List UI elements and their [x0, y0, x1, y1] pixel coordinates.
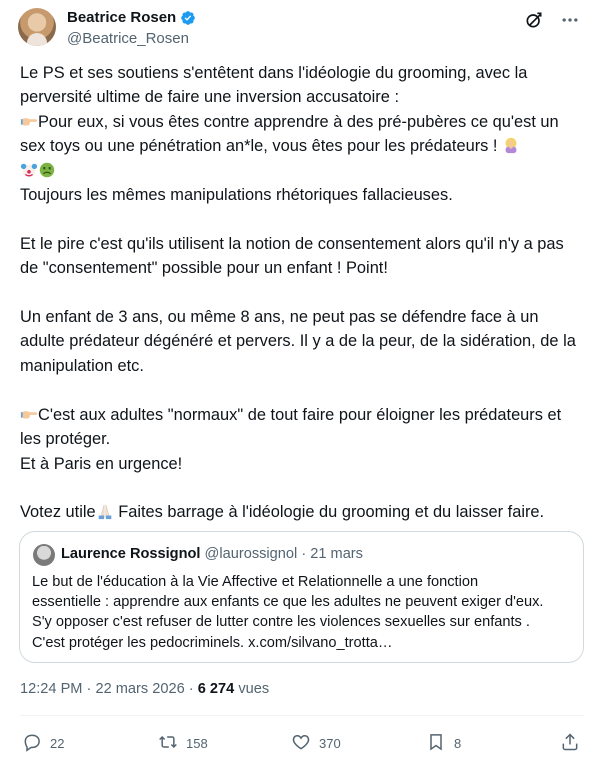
- author-handle[interactable]: @Beatrice_Rosen: [67, 30, 189, 47]
- bookmark-icon: [426, 732, 446, 755]
- folded-hands-emoji: [96, 502, 114, 520]
- views-label: vues: [238, 681, 270, 697]
- woman-facepalming-emoji: [502, 136, 520, 154]
- repost-button[interactable]: [158, 732, 208, 755]
- quoted-line: Le but de l'éducation à la Vie Affective et Relationnelle a une fonction: [32, 574, 479, 590]
- quoted-header: [61, 546, 363, 562]
- post-paragraph-text: Faites barrage à l'idéologie du grooming et du laisser faire.: [118, 503, 545, 522]
- reply-icon: [22, 732, 42, 755]
- nauseated-face-emoji: [38, 161, 56, 179]
- post-paragraph: Un enfant de 3 ans, ou même 8 ans, ne peut pas se défendre face à un adulte prédateur dégénéré et pervers. Il y a de la peur, de la sidération, de la manipulation etc.: [20, 308, 581, 375]
- post-paragraph: [20, 110, 585, 183]
- post-paragraph-text: C'est aux adultes "normaux" de tout faire pour éloigner les prédateurs et les protéger.: [20, 405, 566, 449]
- post-paragraph-text: Votez utile: [20, 503, 96, 522]
- meta-separator: ·: [86, 681, 92, 697]
- post-text: [20, 61, 585, 525]
- meta-separator: ·: [188, 681, 194, 697]
- reply-count: 22: [50, 736, 65, 751]
- quoted-text: [32, 572, 572, 653]
- bookmark-button[interactable]: [426, 732, 461, 755]
- pointing-hand-emoji: [20, 112, 38, 130]
- grok-icon[interactable]: [524, 10, 544, 30]
- quoted-avatar: [33, 544, 55, 566]
- post-paragraph: [20, 403, 585, 452]
- avatar[interactable]: [18, 8, 56, 46]
- quoted-line: S'y opposer c'est refuser de lutter contre les violences sexuelles sur enfants .: [32, 614, 530, 631]
- author-row: [67, 9, 196, 26]
- post-spacer: [20, 281, 585, 305]
- divider: [20, 715, 584, 716]
- post-spacer: [20, 378, 585, 402]
- post-timestamp: [20, 681, 269, 697]
- reply-button[interactable]: [22, 732, 64, 755]
- post-paragraph: Le PS et ses soutiens s'entêtent dans l'idéologie du grooming, avec la perversité ultime de faire une inversion accusatoire :: [20, 64, 532, 107]
- share-icon: [560, 732, 580, 755]
- post-paragraph: Toujours les mêmes manipulations rhétoriques fallacieuses.: [20, 186, 453, 205]
- share-button[interactable]: [560, 732, 580, 755]
- author-name[interactable]: Beatrice Rosen: [67, 9, 177, 26]
- post-spacer: [20, 207, 585, 231]
- quoted-post[interactable]: [19, 531, 584, 663]
- more-icon[interactable]: [560, 10, 580, 30]
- post-paragraph: [20, 500, 585, 524]
- quoted-author-name: Laurence Rossignol: [61, 546, 201, 562]
- post-paragraph: Et à Paris en urgence!: [20, 454, 183, 473]
- quoted-line: C'est protéger les pedocriminels. x.com/silvano_trotta…: [32, 634, 393, 651]
- like-button[interactable]: [291, 732, 341, 755]
- post-date[interactable]: 22 mars 2026: [95, 681, 185, 697]
- header-actions: [524, 10, 580, 30]
- repost-icon: [158, 732, 178, 755]
- post-time[interactable]: 12:24 PM: [20, 681, 83, 697]
- repost-count: 158: [186, 736, 208, 751]
- quoted-author-handle: @laurossignol: [204, 546, 298, 562]
- post-paragraph-text: Pour eux, si vous êtes contre apprendre à des pré-pubères ce qu'est un sex toys ou une pénétration an*le, vous êtes pour les prédateurs !: [20, 112, 564, 156]
- verified-badge-icon: [180, 10, 196, 26]
- quoted-separator: ·: [301, 546, 307, 562]
- like-icon: [291, 732, 311, 755]
- post-spacer: [20, 476, 585, 500]
- post-paragraph: Et le pire c'est qu'ils utilisent la notion de consentement alors qu'il n'y a pas de "consentement" possible pour un enfant ! Point!: [20, 234, 569, 278]
- bookmark-count: 8: [454, 736, 462, 751]
- quoted-line: essentielle : apprendre aux enfants ce que les adultes ne peuvent exiger d'eux.: [32, 594, 544, 611]
- quoted-time: 21 mars: [310, 546, 363, 562]
- clown-face-emoji: [20, 161, 38, 179]
- action-bar: [20, 732, 585, 756]
- like-count: 370: [319, 736, 341, 751]
- pointing-hand-emoji: [20, 405, 38, 423]
- views-count: 6 274: [197, 681, 235, 697]
